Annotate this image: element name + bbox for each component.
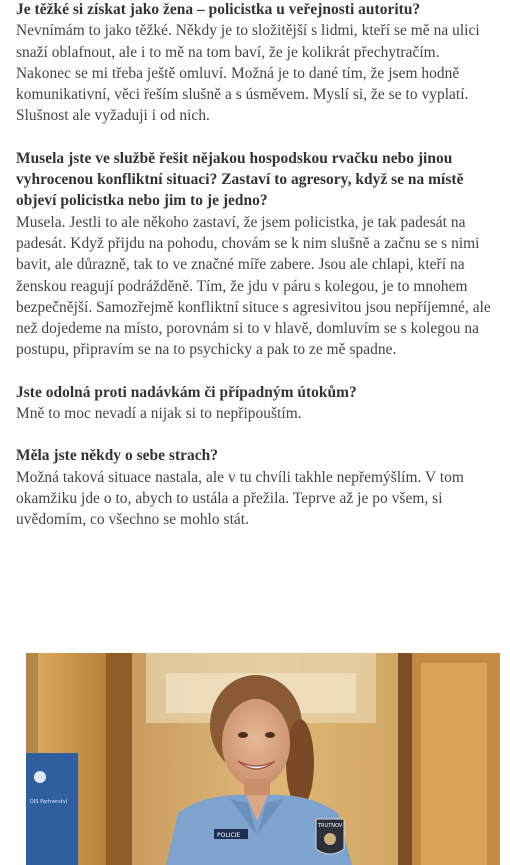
interview-question: Musela jste ve službě řešit nějakou hospodskou rvačku nebo jinou vyhrocenou konfliktní situaci? Zastaví to agresory, když se na místě objeví policistka nebo jim to je jedno? bbox=[16, 149, 464, 210]
interview-question: Měla jste někdy o sebe strach? bbox=[16, 447, 218, 465]
qa-item bbox=[16, 445, 498, 530]
photo-illustration bbox=[26, 653, 500, 865]
qa-item bbox=[16, 0, 498, 127]
article-body bbox=[16, 0, 498, 552]
interview-answer: Mně to moc nevadí a nijak si to nepřipouštím. bbox=[16, 405, 302, 423]
interview-question: Je těžké si získat jako žena – policistka u veřejnosti autoritu? bbox=[16, 1, 421, 18]
interview-answer: Možná taková situace nastala, ale v tu chvíli takhle nepřemýšlím. V tom okamžiku jde o to, abych to ustála a přežila. Teprve až je po všem, si uvědomím, co všechno se mohlo stát. bbox=[16, 468, 464, 529]
qa-item bbox=[16, 382, 498, 425]
poster-image bbox=[26, 753, 78, 865]
interview-question: Jste odolná proti nadávkám či případným útokům? bbox=[16, 383, 357, 401]
policewoman-photo bbox=[26, 653, 500, 865]
name-tag-text: POLICIE bbox=[217, 832, 241, 839]
badge-label: TRUTNOV bbox=[318, 823, 343, 829]
qa-item bbox=[16, 148, 498, 361]
interview-answer: Musela. Jestli to ale někoho zastaví, že jsem policistka, je tak padesát na padesát. Když přijdu na pohodu, chovám se k nim slušně a začnu se s nimi bavit, ale důrazně, tak to ve značné míře zabere. Jsou ale chlapi, kteří na ženskou reagují podrážděně. Tím, že jdu v páru s kolegou, je to mnohem bezpečnější. Samozřejmě konfliktní situce s agresivitou jsou nepříjemné, ale než dojedeme na místo, porovnám si to v hlavě, domluvím se s kolegou na postupu, připravím se na to psychicky a pak to ze mě spadne. bbox=[16, 213, 491, 359]
poster-text: DIS Partnerství bbox=[30, 799, 68, 805]
interview-answer: Nevnímám to jako těžké. Někdy je to složitější s lidmi, kteří se mě na ulici snaží oblafnout, ale i to mě na tom baví, že je kolikrát přechytračím. Nakonec se mi třeba ještě omluví. Možná je to dané tím, že jsem hodně komunikativní, věci řeším slušně a s úsměvem. Myslí si, že se to vyplatí. Slušnost ale vyžaduji i od nich. bbox=[16, 22, 480, 125]
